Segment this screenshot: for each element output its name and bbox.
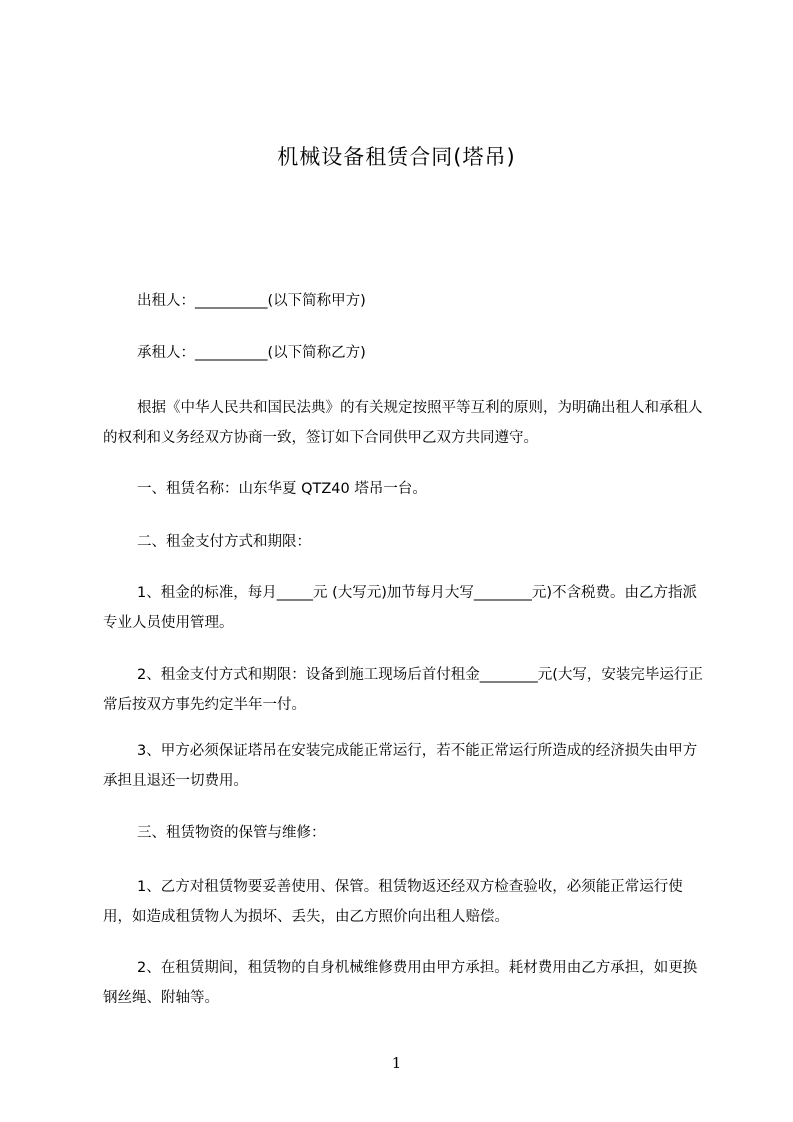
page-number: 1 xyxy=(391,1054,402,1072)
clause-2-2: 2、租金支付方式和期限：设备到施工现场后首付租金________元(大写，安装完毕运行正常后按双方事先约定半年一付。 xyxy=(103,667,703,713)
clause-2-1: 1、租金的标准，每月_____元 (大写元)加节每月大写________元)不含税费。由乙方指派专业人员使用管理。 xyxy=(103,585,698,631)
lessee-line: 承租人：__________(以下简称乙方) xyxy=(137,345,366,361)
section-1-heading: 一、租赁名称：山东华夏 QTZ40 塔吊一台。 xyxy=(137,481,427,497)
clause-3-1: 1、乙方对租赁物要妥善使用、保管。租赁物返还经双方检查验收，必须能正常运行使用，如造成租赁物人为损坏、丢失，由乙方照价向出租人赔偿。 xyxy=(103,879,683,925)
preamble-paragraph: 根据《中华人民共和国民法典》的有关规定按照平等互利的原则，为明确出租人和承租人的权利和义务经双方协商一致，签订如下合同供甲乙双方共同遵守。 xyxy=(103,400,703,446)
section-2-heading: 二、租金支付方式和期限： xyxy=(137,534,311,550)
document-title: 机械设备租赁合同(塔吊) xyxy=(277,145,516,169)
section-3-heading: 三、租赁物资的保管与维修： xyxy=(137,825,326,841)
clause-3-2: 2、在租赁期间，租赁物的自身机械维修费用由甲方承担。耗材费用由乙方承担，如更换钢丝绳、附轴等。 xyxy=(103,960,698,1006)
clause-2-3: 3、甲方必须保证塔吊在安装完成能正常运行，若不能正常运行所造成的经济损失由甲方承担且退还一切费用。 xyxy=(103,743,698,789)
lessor-line: 出租人：__________(以下简称甲方) xyxy=(137,293,366,309)
